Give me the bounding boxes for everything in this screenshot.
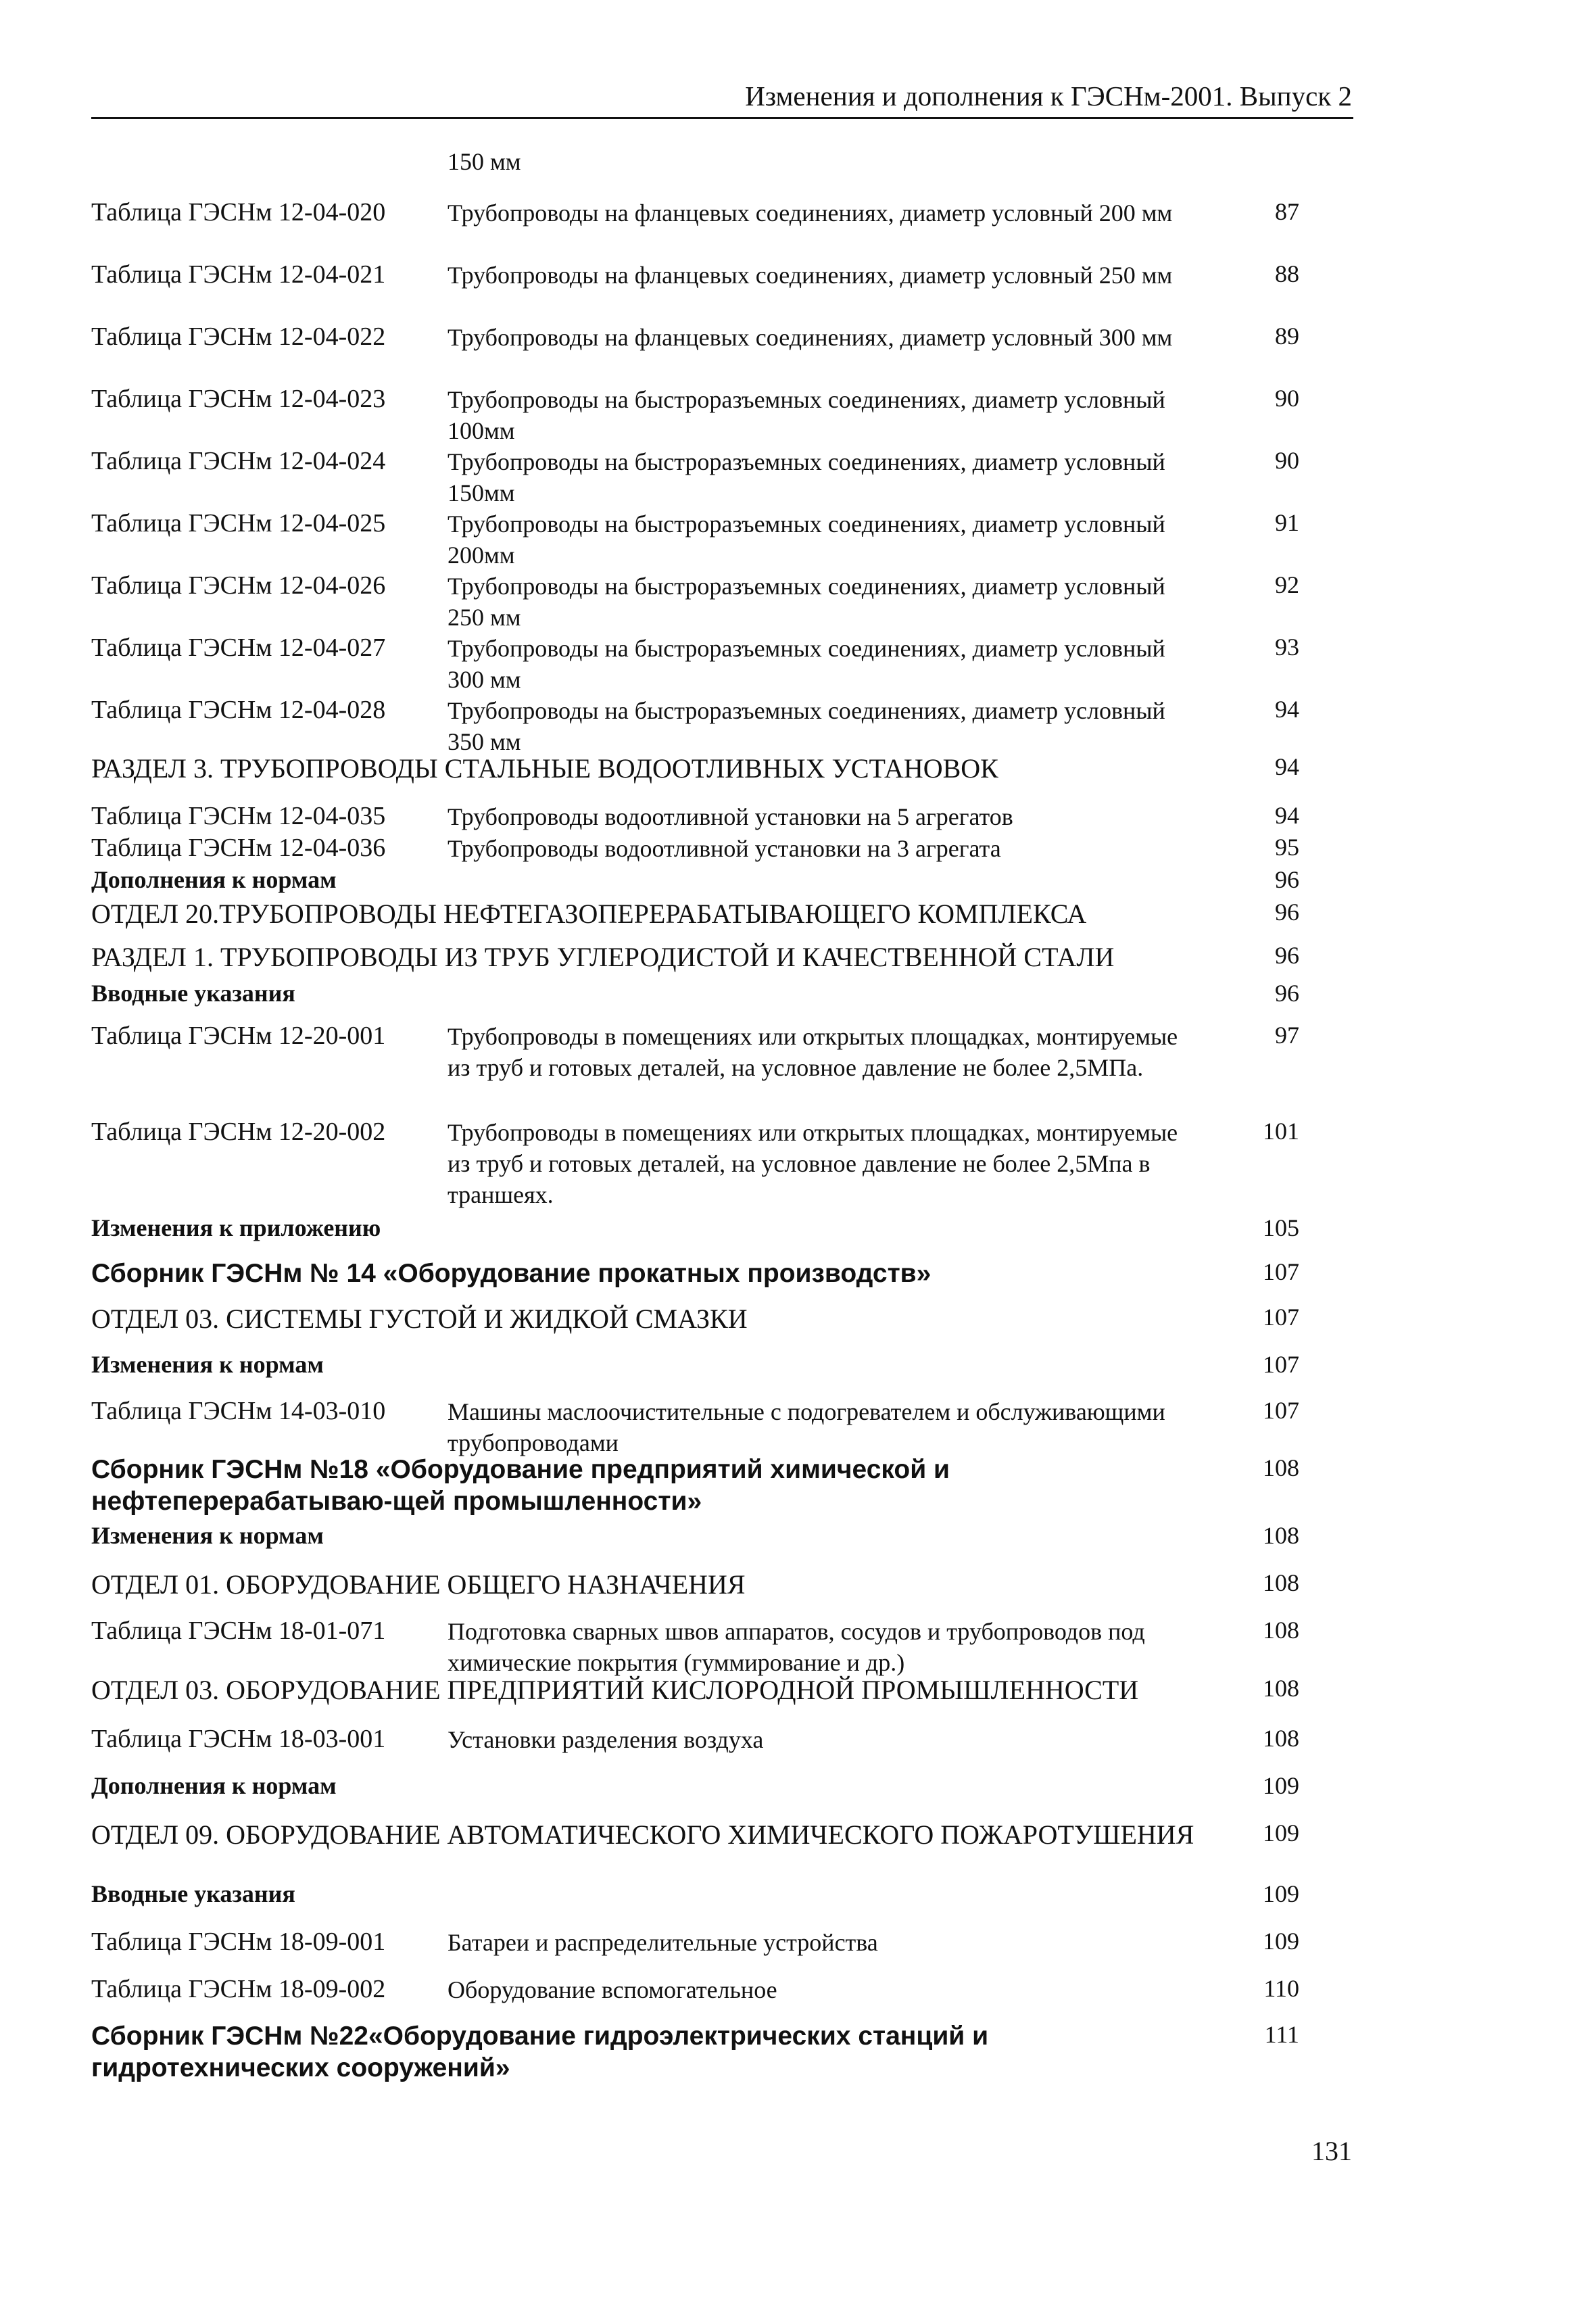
running-header: Изменения и дополнения к ГЭСНм-2001. Выпуск 2 — [745, 80, 1352, 112]
entry-table-label: Таблица ГЭСНм 12-04-027 — [91, 634, 386, 662]
entry-heading-section: ОТДЕЛ 03. СИСТЕМЫ ГУСТОЙ И ЖИДКОЙ СМАЗКИ — [91, 1304, 748, 1334]
entry-table-label: Таблица ГЭСНм 18-03-001 — [91, 1725, 386, 1753]
entry-description: Батареи и распределительные устройства — [448, 1929, 878, 1956]
entry-page-number: 110 — [1263, 1975, 1299, 2002]
entry-page-number: 96 — [1275, 866, 1299, 893]
entry-page-number: 109 — [1263, 1880, 1299, 1907]
entry-page-number: 90 — [1275, 385, 1299, 412]
entry-page-number: 90 — [1275, 447, 1299, 474]
entry-table-label: Таблица ГЭСНм 12-20-001 — [91, 1022, 386, 1050]
entry-page-number: 94 — [1275, 802, 1299, 829]
entry-table-label: Таблица ГЭСНм 18-09-002 — [91, 1975, 386, 2003]
entry-page-number: 94 — [1275, 696, 1299, 723]
entry-page-number: 88 — [1275, 260, 1299, 287]
entry-page-number: 95 — [1275, 834, 1299, 861]
entry-page-number: 87 — [1275, 198, 1299, 225]
entry-description: Трубопроводы на быстроразъемных соединениях, диаметр условный 200мм — [448, 510, 1165, 569]
entry-page-number: 107 — [1263, 1397, 1299, 1424]
continuation-text: 150 мм — [448, 148, 521, 175]
entry-description: Трубопроводы на фланцевых соединениях, диаметр условный 250 мм — [448, 262, 1173, 289]
entry-heading-bold: Вводные указания — [91, 1880, 295, 1907]
entry-description: Трубопроводы на быстроразъемных соединениях, диаметр условный 150мм — [448, 448, 1165, 506]
entry-table-label: Таблица ГЭСНм 12-20-002 — [91, 1118, 386, 1146]
entry-table-label: Таблица ГЭСНм 12-04-024 — [91, 447, 386, 475]
entry-page-number: 111 — [1264, 2021, 1299, 2048]
entry-description: Оборудование вспомогательное — [448, 1976, 777, 2003]
entry-page-number: 97 — [1275, 1022, 1299, 1049]
entry-page-number: 107 — [1263, 1351, 1299, 1378]
entry-heading-section: ОТДЕЛ 20.ТРУБОПРОВОДЫ НЕФТЕГАЗОПЕРЕРАБАТЫВАЮЩЕГО КОМПЛЕКСА — [91, 899, 1087, 929]
entry-page-number: 89 — [1275, 323, 1299, 350]
entry-page-number: 101 — [1263, 1118, 1299, 1145]
entry-description: Трубопроводы в помещениях или открытых площадках, монтируемые из труб и готовых деталей, на условное давление не более 2,5МПа. — [448, 1023, 1178, 1081]
entry-table-label: Таблица ГЭСНм 18-01-071 — [91, 1617, 386, 1645]
entry-page-number: 92 — [1275, 571, 1299, 598]
entry-heading-bold: Изменения к нормам — [91, 1351, 324, 1378]
entry-page-number: 105 — [1263, 1214, 1299, 1241]
entry-page-number: 109 — [1263, 1772, 1299, 1799]
entry-table-label: Таблица ГЭСНм 18-09-001 — [91, 1928, 386, 1956]
entry-page-number: 96 — [1275, 942, 1299, 969]
entry-heading-bold: Дополнения к нормам — [91, 866, 337, 893]
entry-heading-section: РАЗДЕЛ 3. ТРУБОПРОВОДЫ СТАЛЬНЫЕ ВОДООТЛИВНЫХ УСТАНОВОК — [91, 753, 998, 784]
entry-page-number: 108 — [1263, 1675, 1299, 1702]
entry-heading-section: ОТДЕЛ 01. ОБОРУДОВАНИЕ ОБЩЕГО НАЗНАЧЕНИЯ — [91, 1569, 746, 1600]
entry-page-number: 108 — [1263, 1569, 1299, 1596]
entry-page-number: 107 — [1263, 1258, 1299, 1285]
entry-table-label: Таблица ГЭСНм 12-04-035 — [91, 802, 386, 830]
entry-description: Трубопроводы на быстроразъемных соединениях, диаметр условный 250 мм — [448, 573, 1165, 631]
entry-table-label: Таблица ГЭСНм 12-04-036 — [91, 834, 386, 862]
entry-description: Трубопроводы на быстроразъемных соединениях, диаметр условный 300 мм — [448, 635, 1165, 693]
entry-heading-bold: Дополнения к нормам — [91, 1772, 337, 1799]
entry-description: Трубопроводы на быстроразъемных соединениях, диаметр условный 100мм — [448, 386, 1165, 444]
entry-page-number: 93 — [1275, 634, 1299, 661]
entry-page-number: 109 — [1263, 1819, 1299, 1846]
entry-description: Трубопроводы водоотливной установки на 3 агрегата — [448, 835, 1001, 862]
entry-page-number: 108 — [1263, 1522, 1299, 1549]
entry-table-label: Таблица ГЭСНм 12-04-021 — [91, 260, 386, 289]
entry-description: Трубопроводы на быстроразъемных соединениях, диаметр условный 350 мм — [448, 697, 1165, 755]
entry-heading-bold: Вводные указания — [91, 980, 295, 1007]
entry-description: Машины маслоочистительные с подогревателем и обслуживающими трубопроводами — [448, 1398, 1165, 1456]
entry-heading-collection: Сборник ГЭСНм №18 «Оборудование предприятий химической и нефтеперерабатываю-щей промышленности» — [91, 1455, 950, 1516]
entry-page-number: 94 — [1275, 753, 1299, 780]
entry-description: Трубопроводы на фланцевых соединениях, диаметр условный 200 мм — [448, 199, 1173, 226]
entry-page-number: 96 — [1275, 980, 1299, 1007]
entry-description: Трубопроводы водоотливной установки на 5 агрегатов — [448, 803, 1013, 830]
entry-table-label: Таблица ГЭСНм 14-03-010 — [91, 1397, 386, 1425]
entry-page-number: 91 — [1275, 509, 1299, 536]
entry-heading-collection: Сборник ГЭСНм №22«Оборудование гидроэлектрических станций и гидротехнических сооружений» — [91, 2022, 989, 2082]
entry-description: Трубопроводы на фланцевых соединениях, диаметр условный 300 мм — [448, 324, 1173, 351]
entry-description: Трубопроводы в помещениях или открытых площадках, монтируемые из труб и готовых деталей, на условное давление не более 2,5Мпа в траншеях. — [448, 1119, 1178, 1208]
entry-table-label: Таблица ГЭСНм 12-04-025 — [91, 509, 386, 538]
entry-heading-section: ОТДЕЛ 03. ОБОРУДОВАНИЕ ПРЕДПРИЯТИЙ КИСЛОРОДНОЙ ПРОМЫШЛЕННОСТИ — [91, 1675, 1139, 1705]
entry-description: Подготовка сварных швов аппаратов, сосудов и трубопроводов под химические покрытия (гуммирование и др.) — [448, 1618, 1145, 1676]
entry-page-number: 108 — [1263, 1454, 1299, 1481]
entry-heading-bold: Изменения к приложению — [91, 1214, 381, 1241]
entry-page-number: 108 — [1263, 1617, 1299, 1644]
entry-heading-bold: Изменения к нормам — [91, 1522, 324, 1549]
entry-description: Установки разделения воздуха — [448, 1726, 764, 1753]
entry-page-number: 108 — [1263, 1725, 1299, 1752]
entry-table-label: Таблица ГЭСНм 12-04-026 — [91, 571, 386, 600]
entry-page-number: 107 — [1263, 1304, 1299, 1331]
entry-page-number: 109 — [1263, 1928, 1299, 1955]
page-number: 131 — [1311, 2136, 1352, 2166]
entry-table-label: Таблица ГЭСНм 12-04-028 — [91, 696, 386, 724]
entry-heading-section: РАЗДЕЛ 1. ТРУБОПРОВОДЫ ИЗ ТРУБ УГЛЕРОДИСТОЙ И КАЧЕСТВЕННОЙ СТАЛИ — [91, 942, 1115, 972]
entry-table-label: Таблица ГЭСНм 12-04-022 — [91, 323, 386, 351]
entry-heading-section: ОТДЕЛ 09. ОБОРУДОВАНИЕ АВТОМАТИЧЕСКОГО ХИМИЧЕСКОГО ПОЖАРОТУШЕНИЯ — [91, 1819, 1194, 1850]
entry-table-label: Таблица ГЭСНм 12-04-020 — [91, 198, 386, 226]
entry-table-label: Таблица ГЭСНм 12-04-023 — [91, 385, 386, 413]
entry-heading-collection: Сборник ГЭСНм № 14 «Оборудование прокатных производств» — [91, 1259, 932, 1288]
entry-page-number: 96 — [1275, 899, 1299, 926]
